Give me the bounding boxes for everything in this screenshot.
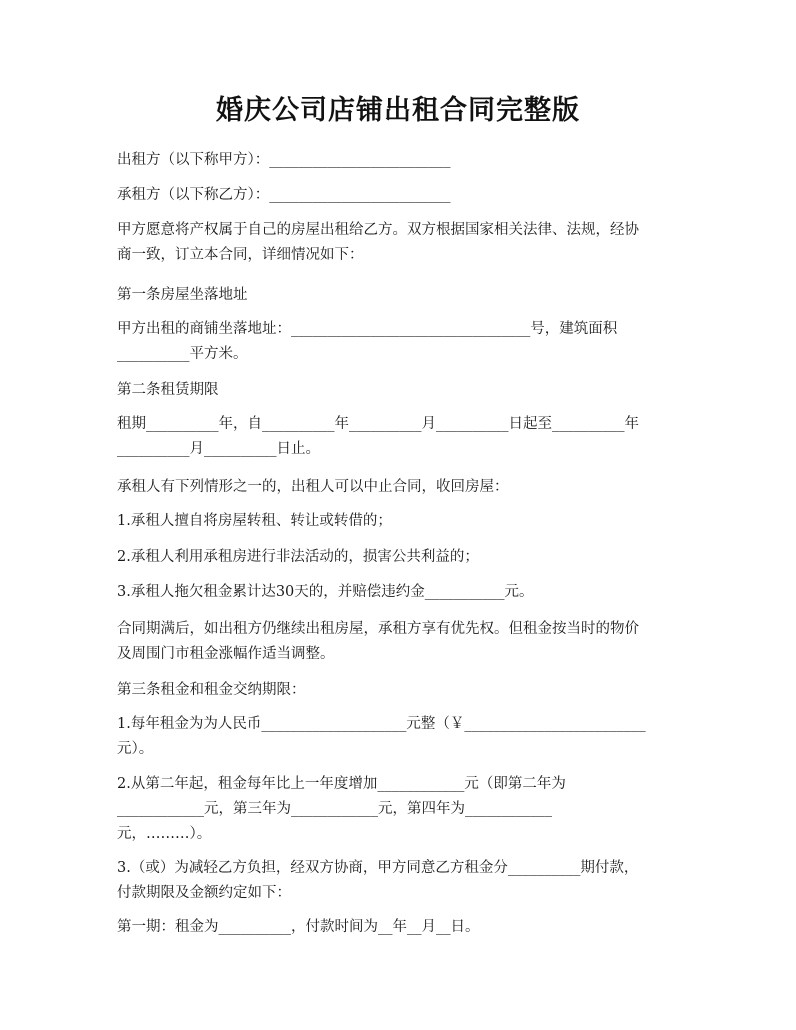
rent-item-1-line-2: 元）。 bbox=[117, 741, 154, 757]
rent-item-3 bbox=[117, 856, 683, 906]
address-line-1: 甲方出租的商铺坐落地址：_________________________________号，建筑面积 bbox=[117, 321, 618, 337]
termination-item-2-text: 2.承租人利用承租房进行非法活动的，损害公共利益的； bbox=[117, 549, 479, 565]
renewal-line-2: 及周围门市租金涨幅作适当调整。 bbox=[117, 646, 335, 662]
article-2-heading-text: 第二条租赁期限 bbox=[117, 382, 219, 398]
rent-item-3-line-1: 3.（或）为减轻乙方负担，经双方协商，甲方同意乙方租金分__________期付款， bbox=[117, 860, 639, 876]
lease-term-paragraph bbox=[117, 412, 683, 462]
rent-item-2-line-2: ____________元，第三年为____________元，第四年为____________ bbox=[117, 801, 552, 817]
installment-1 bbox=[117, 915, 683, 940]
renewal-paragraph bbox=[117, 617, 683, 667]
rent-item-3-line-2: 付款期限及金额约定如下： bbox=[117, 885, 291, 901]
rent-item-1-line-1: 1.每年租金为为人民币____________________元整（￥_________________________ bbox=[117, 716, 646, 732]
rent-item-2-line-1: 2.从第二年起，租金每年比上一年度增加____________元（即第二年为 bbox=[117, 776, 566, 792]
article-2-heading bbox=[117, 378, 683, 403]
installment-1-text: 第一期：租金为__________，付款时间为__年__月__日。 bbox=[117, 919, 480, 935]
address-paragraph bbox=[117, 317, 683, 367]
lease-term-line-1: 租期__________年，自__________年__________月__________日起至__________年 bbox=[117, 416, 639, 432]
rent-item-2-line-3: 元，………）。 bbox=[117, 826, 212, 842]
article-3-heading bbox=[117, 678, 683, 703]
address-line-2: __________平方米。 bbox=[117, 346, 248, 362]
renewal-line-1: 合同期满后，如出租方仍继续出租房屋，承租方享有优先权。但租金按当时的物价 bbox=[117, 621, 639, 637]
party-b-text: 承租方（以下称乙方）：_________________________ bbox=[117, 187, 451, 203]
rent-item-1 bbox=[117, 712, 683, 762]
lease-term-line-2: __________月__________日止。 bbox=[117, 441, 320, 457]
document-title: 婚庆公司店铺出租合同完整版 bbox=[216, 95, 580, 126]
termination-item-1-text: 1.承租人擅自将房屋转租、转让或转借的； bbox=[117, 513, 392, 529]
article-3-heading-text: 第三条租金和租金交纳期限： bbox=[117, 682, 306, 698]
party-a-text: 出租方（以下称甲方）：_________________________ bbox=[117, 152, 451, 168]
article-1-heading-text: 第一条房屋坐落地址 bbox=[117, 287, 248, 303]
intro-line-1: 甲方愿意将产权属于自己的房屋出租给乙方。双方根据国家相关法律、法规，经协 bbox=[117, 222, 639, 238]
party-b-line bbox=[117, 183, 683, 208]
termination-item-1 bbox=[117, 509, 683, 534]
rent-item-2 bbox=[117, 772, 683, 847]
termination-item-3 bbox=[117, 580, 683, 605]
termination-item-3-text: 3.承租人拖欠租金累计达30天的，并赔偿违约金___________元。 bbox=[117, 584, 534, 600]
intro-line-2: 商一致，订立本合同，详细情况如下： bbox=[117, 247, 364, 263]
termination-item-2 bbox=[117, 545, 683, 570]
party-a-line bbox=[117, 148, 683, 173]
termination-intro-text: 承租人有下列情形之一的，出租人可以中止合同，收回房屋： bbox=[117, 479, 509, 495]
article-1-heading bbox=[117, 283, 683, 308]
intro-paragraph bbox=[117, 218, 683, 268]
termination-intro bbox=[117, 475, 683, 500]
